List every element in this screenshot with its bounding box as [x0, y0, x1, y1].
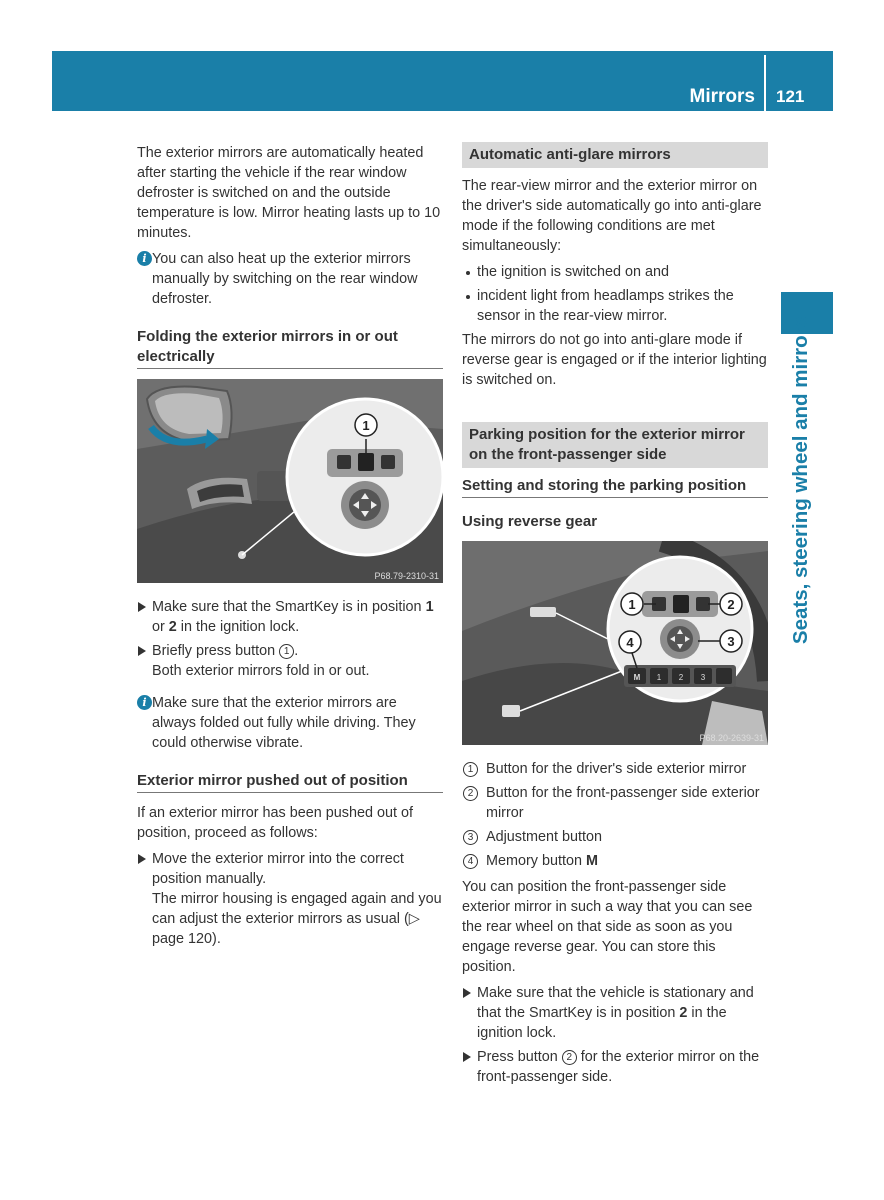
memory-buttons-figure	[462, 541, 768, 745]
callout-ref: 1	[279, 644, 294, 659]
step-result: The mirror housing is engaged again and you can adjust the exterior mirrors as usual (▷ page 120).	[152, 891, 442, 947]
left-column	[137, 143, 443, 953]
step-arrow-icon	[138, 602, 146, 612]
right-column	[462, 142, 768, 1091]
legend-item: 3 Adjustment button	[462, 827, 768, 847]
legend-number: 3	[463, 830, 478, 845]
step-result: Both exterior mirrors fold in or out.	[152, 663, 370, 679]
info-note	[137, 249, 443, 309]
heating-paragraph: The exterior mirrors are automatically heated after starting the vehicle if the rear window defroster is switched on and the outside temperature is low. Mirror heating lasts up to 10 minutes.	[137, 145, 441, 241]
figure-code: P68.20-2639-31	[699, 733, 764, 743]
legend-item: 2 Button for the front-passenger side exterior mirror	[462, 783, 768, 823]
legend-item: 4 Memory button M	[462, 851, 768, 871]
step-arrow-icon	[463, 1052, 471, 1062]
reverse-heading: Using reverse gear	[462, 513, 598, 530]
callout-3: 3	[727, 634, 735, 649]
setting-heading: Setting and storing the parking position	[462, 476, 768, 498]
legend-number: 4	[463, 854, 478, 869]
antiglare-paragraph: The rear-view mirror and the exterior mirror on the driver's side automatically go into anti-glare mode if the following conditions are met simultaneously:	[462, 178, 762, 254]
step-item: Press button 2 for the exterior mirror on the front-passenger side.	[462, 1047, 768, 1087]
memory-key-label: 2	[678, 673, 684, 682]
info-note-text: You can also heat up the exterior mirrors manually by switching on the rear window defroster.	[152, 251, 418, 307]
parking-heading: Parking position for the exterior mirror on the front-passenger side	[462, 422, 768, 468]
bullet-icon	[466, 295, 470, 299]
step-item: Make sure that the vehicle is stationary and that the SmartKey is in position 2 in the ignition lock.	[462, 983, 768, 1043]
mirror-fold-illustration	[137, 379, 443, 583]
step-arrow-icon	[138, 854, 146, 864]
list-item: the ignition is switched on and	[462, 262, 768, 282]
info-note	[137, 693, 443, 753]
callout-4: 4	[626, 635, 634, 650]
step-item: Briefly press button 1 . Both exterior mirrors fold in or out.	[137, 641, 443, 681]
bullet-icon	[466, 271, 470, 275]
header-bar	[52, 51, 833, 111]
header-divider	[764, 55, 766, 111]
info-icon: i	[137, 251, 152, 266]
folding-heading: Folding the exterior mirrors in or out electrically	[137, 327, 443, 369]
position-paragraph: You can position the front-passenger side exterior mirror in such a way that you can see the rear wheel on that side as soon as you engage reverse gear. You can store this position.	[462, 879, 753, 975]
antiglare-note: The mirrors do not go into anti-glare mode if reverse gear is engaged or if the interior lighting is switched on.	[462, 332, 767, 388]
antiglare-heading: Automatic anti-glare mirrors	[462, 142, 768, 168]
step-item: Move the exterior mirror into the correct position manually. The mirror housing is engaged again and you can adjust the exterior mirrors as usual (▷ page 120).	[137, 849, 443, 949]
legend-number: 1	[463, 762, 478, 777]
info-note-text: Make sure that the exterior mirrors are always folded out fully while driving. They could otherwise vibrate.	[152, 695, 416, 751]
step-item: Make sure that the SmartKey is in position 1 or 2 in the ignition lock.	[137, 597, 443, 637]
step-arrow-icon	[138, 646, 146, 656]
pushed-paragraph: If an exterior mirror has been pushed out of position, proceed as follows:	[137, 805, 413, 841]
legend-item: 1 Button for the driver's side exterior mirror	[462, 759, 768, 779]
step-arrow-icon	[463, 988, 471, 998]
callout-ref: 2	[562, 1050, 577, 1065]
legend-number: 2	[463, 786, 478, 801]
list-item: incident light from headlamps strikes the sensor in the rear-view mirror.	[462, 286, 768, 326]
callout-2: 2	[727, 597, 735, 612]
chapter-tab-label: Seats, steering wheel and mirrors	[789, 315, 812, 645]
figure-code: P68.79-2310-31	[374, 571, 439, 581]
memory-buttons-illustration	[462, 541, 768, 745]
page-number: 121	[776, 87, 805, 106]
mirror-fold-figure	[137, 379, 443, 583]
memory-key-label: M	[633, 673, 641, 682]
memory-key-label: 1	[656, 673, 662, 682]
section-title: Mirrors	[689, 86, 755, 107]
callout-1: 1	[362, 418, 370, 433]
info-icon: i	[137, 695, 152, 710]
memory-key-label: 3	[700, 673, 706, 682]
pushed-heading: Exterior mirror pushed out of position	[137, 771, 443, 793]
callout-1: 1	[628, 597, 636, 612]
